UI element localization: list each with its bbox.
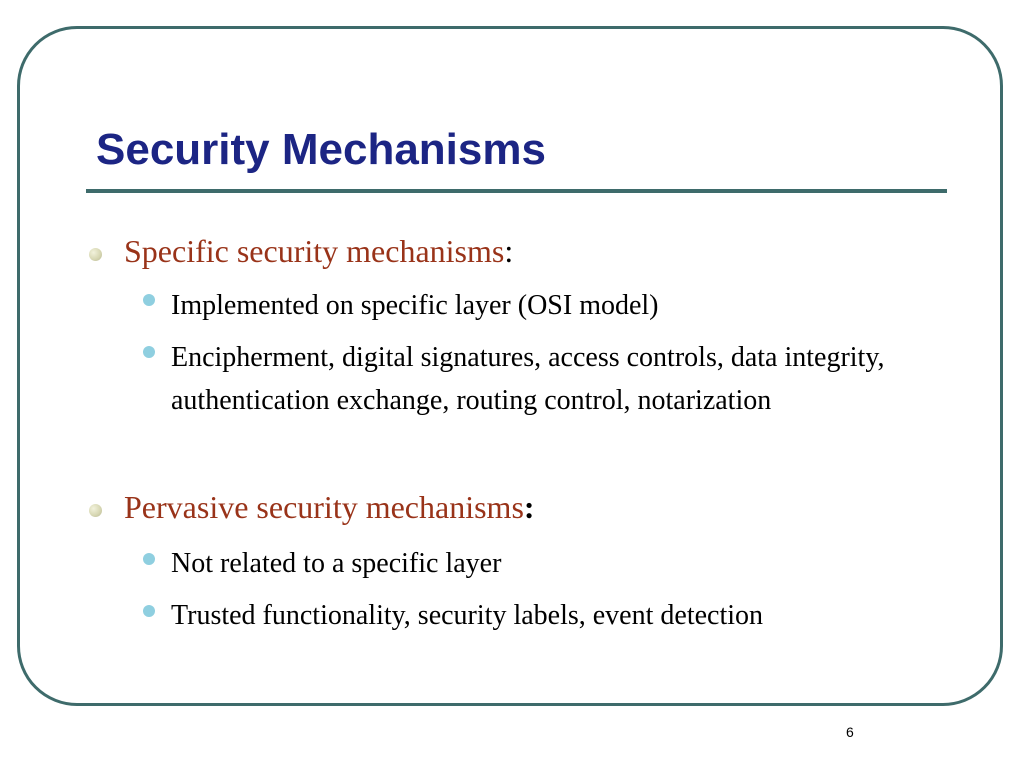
list-item: Trusted functionality, security labels, event detection	[171, 600, 764, 631]
list-item: Encipherment, digital signatures, access controls, data integrity, authentication exchange, routing control, notarization	[171, 342, 885, 416]
section-heading-specific	[124, 231, 513, 271]
bullet-level2-icon	[143, 346, 155, 358]
page-number: 6	[846, 724, 854, 740]
section-heading-pervasive	[124, 487, 535, 527]
section-heading-text: Specific security mechanisms	[124, 233, 505, 269]
list-item: Not related to a specific layer	[171, 548, 502, 579]
section-heading-colon: :	[504, 233, 514, 269]
section-heading-colon: :	[523, 489, 535, 525]
slide-title: Security Mechanisms	[96, 125, 546, 174]
bullet-level2-icon	[143, 294, 155, 306]
section-heading-text: Pervasive security mechanisms	[124, 489, 524, 525]
bullet-level1-icon	[89, 248, 102, 261]
list-item: Implemented on specific layer (OSI model)	[171, 290, 659, 321]
bullet-level2-icon	[143, 553, 155, 565]
bullet-level2-icon	[143, 605, 155, 617]
bullet-level1-icon	[89, 504, 102, 517]
